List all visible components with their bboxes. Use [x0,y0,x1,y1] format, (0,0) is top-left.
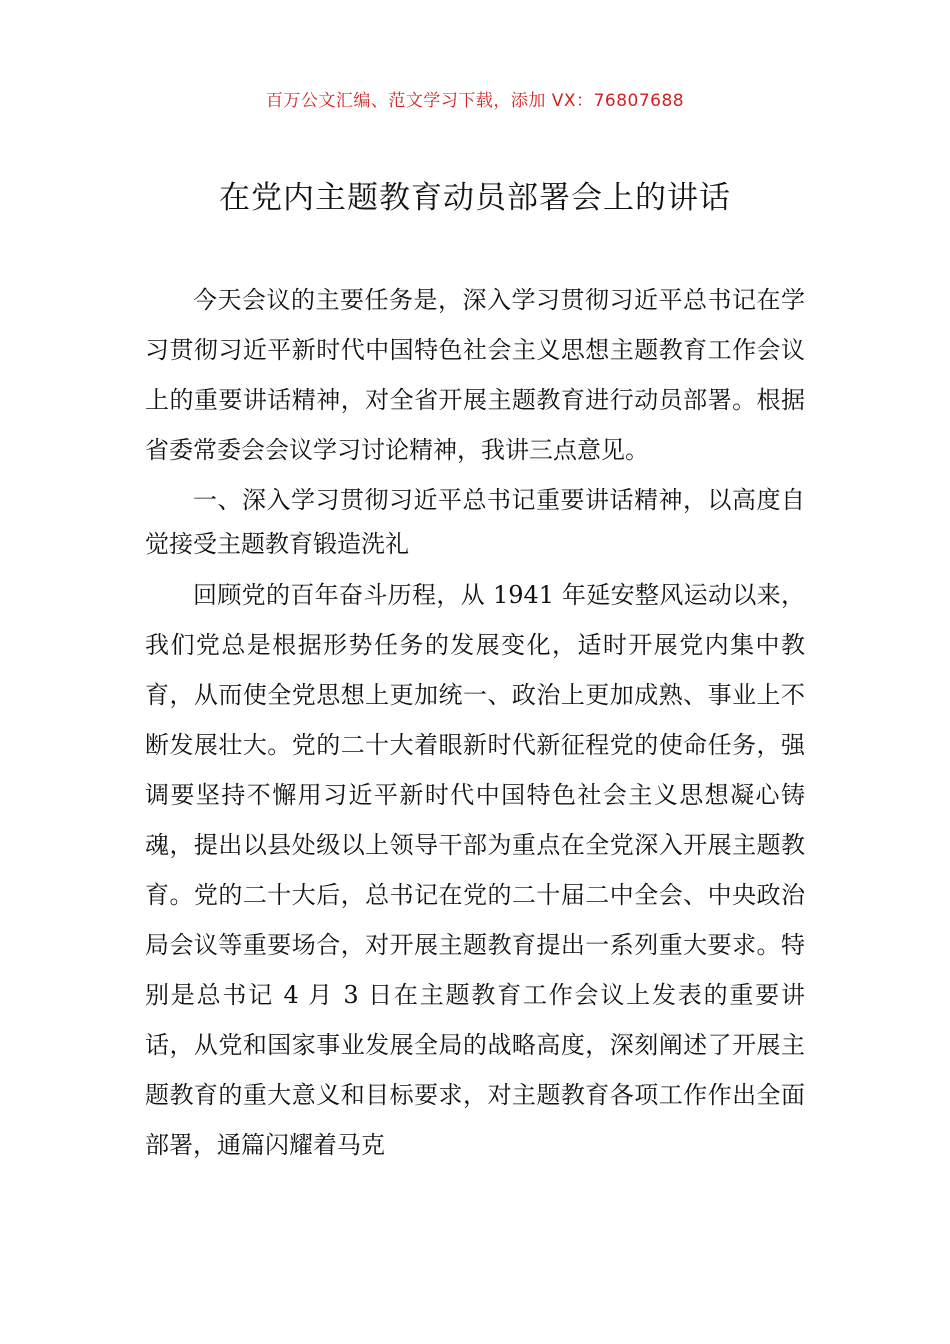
document-body [145,275,805,1170]
body-paragraph-history: 回顾党的百年奋斗历程，从 1941 年延安整风运动以来，我们党总是根据形势任务的发展变化，适时开展党内集中教育，从而使全党思想上更加统一、政治上更加成熟、事业上不断发展壮大。党的二十大着眼新时代新征程党的使命任务，强调要坚持不懈用习近平新时代中国特色社会主义思想凝心铸魂，提出以县处级以上领导干部为重点在全党深入开展主题教育。党的二十大后，总书记在党的二十届二中全会、中央政治局会议等重要场合，对开展主题教育提出一系列重大要求。特别是总书记 4 月 3 日在主题教育工作会议上发表的重要讲话，从党和国家事业发展全局的战略高度，深刻阐述了开展主题教育的重大意义和目标要求，对主题教育各项工作作出全面部署，通篇闪耀着马克 [145,581,805,1159]
header-note: 百万公文汇编、范文学习下载，添加 VX：76807688 [265,91,685,111]
document-title: 在党内主题教育动员部署会上的讲话 [219,180,731,216]
body-paragraph-intro: 今天会议的主要任务是，深入学习贯彻习近平总书记在学习贯彻习近平新时代中国特色社会主义思想主题教育工作会议上的重要讲话精神，对全省开展主题教育进行动员部署。根据省委常委会会议学习讨论精神，我讲三点意见。 [145,286,805,464]
section-heading-1: 一、深入学习贯彻习近平总书记重要讲话精神，以高度自觉接受主题教育锻造洗礼 [145,486,805,558]
